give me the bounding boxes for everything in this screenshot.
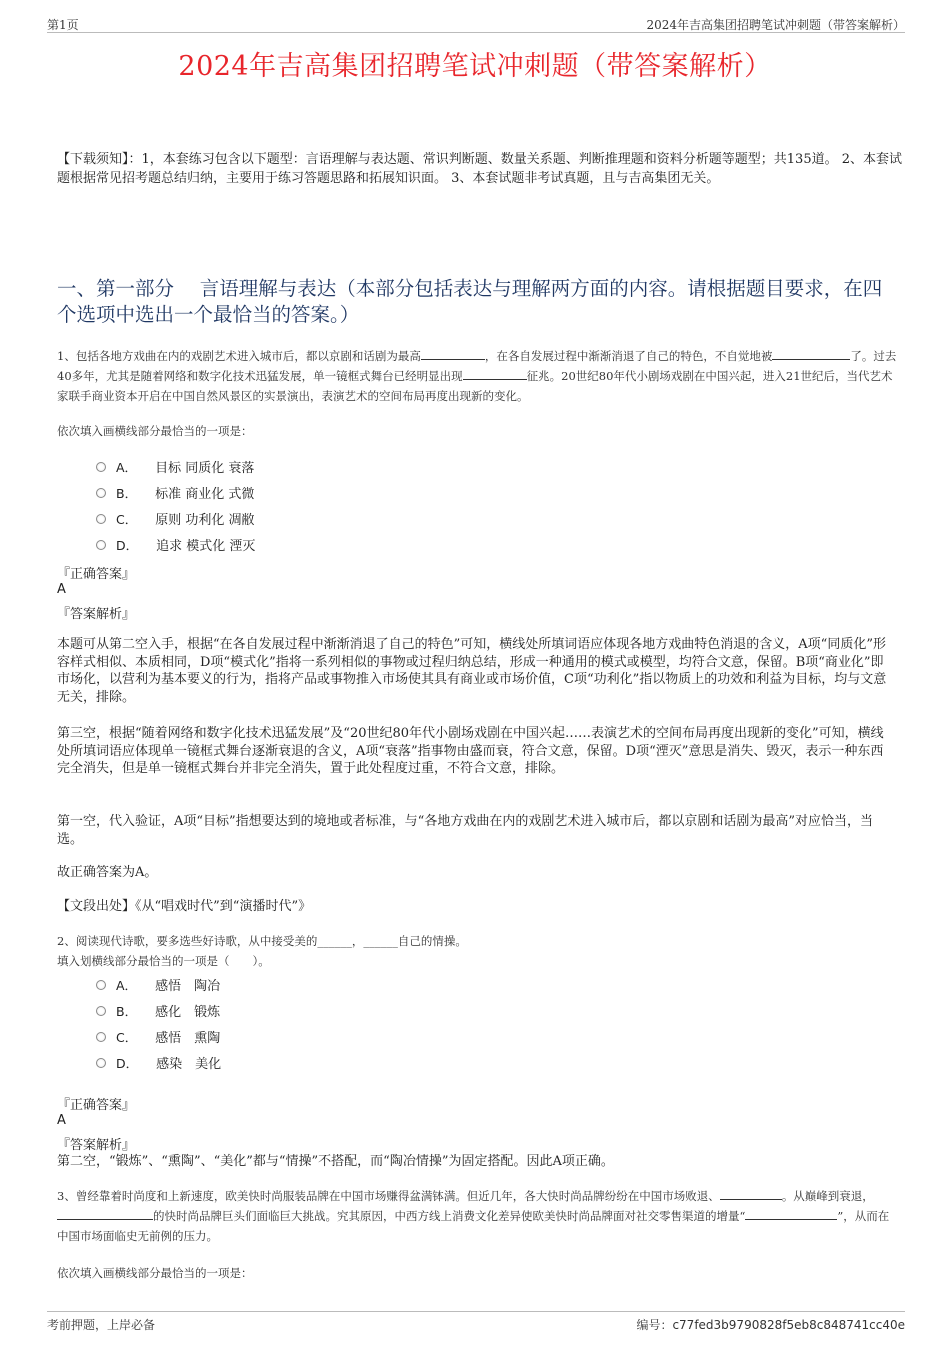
question-1-option-b[interactable]: B． 标准 商业化 式微	[96, 483, 254, 502]
analysis-paragraph: 第二空，“锻炼”、“熏陶”、“美化”都与“情操”不搭配，而“陶冶情操”为固定搭配。因此A项正确。	[57, 1154, 614, 1169]
radio-icon[interactable]	[96, 1032, 106, 1042]
section-heading: 一、第一部分 言语理解与表达（本部分包括表达与理解两方面的内容。请根据题目要求，在四个选项中选出一个最恰当的答案。）	[57, 277, 883, 326]
radio-icon[interactable]	[96, 488, 106, 498]
question-2-option-b[interactable]: B． 感化 锻炼	[96, 1001, 220, 1020]
radio-icon[interactable]	[96, 462, 106, 472]
radio-icon[interactable]	[96, 540, 106, 550]
page-number: 第1页	[47, 18, 79, 32]
answer-label: 『正确答案』	[57, 567, 136, 582]
question-2-prompt: 填入划横线部分最恰当的一项是（ ）。	[57, 954, 270, 968]
analysis-label: 『答案解析』	[57, 607, 136, 622]
footer-slogan: 考前押题，上岸必备	[47, 1318, 156, 1332]
answer-value: A	[57, 582, 66, 597]
page-header	[47, 14, 905, 33]
text-source: 【文段出处】《从“唱戏时代”到“演播时代”》	[57, 899, 312, 914]
analysis-paragraph: 第三空，根据“随着网络和数字化技术迅猛发展”及“20世纪80年代小剧场戏剧在中国兴起……表演艺术的空间布局再度出现新的变化”可知，横线处所填词语应体现单一镜框式舞台逐渐衰退的含义，A项“衰落”指事物由盛而衰，符合文意，保留。D项“湮灭”意思是消失、毁灭，表示一种东西完全消失，但是单一镜框式舞台并非完全消失，置于此处程度过重，不符合文意，排除。	[57, 726, 884, 776]
page-title: 2024年吉高集团招聘笔试冲刺题（带答案解析）	[178, 51, 772, 82]
question-2-option-d[interactable]: D． 感染 美化	[96, 1053, 221, 1072]
footer-code: 编号：c77fed3b9790828f5eb8c848741cc40e	[636, 1318, 905, 1332]
question-2-stem: 2、阅读现代诗歌，要多选些好诗歌，从中接受美的______，______自己的情操。	[57, 934, 467, 948]
radio-icon[interactable]	[96, 514, 106, 524]
analysis-paragraph: 第一空，代入验证，A项“目标”指想要达到的境地或者标准，与“各地方戏曲在内的戏剧艺术进入城市后，都以京剧和话剧为最高”对应恰当，当选。	[57, 814, 873, 847]
question-1-option-a[interactable]: A． 目标 同质化 衰落	[96, 457, 254, 476]
page-footer	[47, 1311, 905, 1337]
radio-icon[interactable]	[96, 980, 106, 990]
answer-value: A	[57, 1113, 66, 1128]
radio-icon[interactable]	[96, 1058, 106, 1068]
analysis-label: 『答案解析』	[57, 1138, 136, 1153]
analysis-conclusion: 故正确答案为A。	[57, 865, 158, 880]
question-2-option-c[interactable]: C． 感悟 熏陶	[96, 1027, 220, 1046]
question-1-option-c[interactable]: C． 原则 功利化 凋敝	[96, 509, 255, 528]
question-1-stem: 1、包括各地方戏曲在内的戏剧艺术进入城市后，都以京剧和话剧为最高 ，在各自发展过程中渐渐消退了自己的特色，不自觉地被 了。过去40多年，尤其是随着网络和数字化技术迅猛发展，单一镜框式舞台已经明显出现 征兆。20世纪80年代小剧场戏剧在中国兴起，进入21世纪后，当代艺术家联手商业资本开启在中国自然风景区的实景演出，表演艺术的空间布局再度出现新的变化。	[57, 349, 897, 403]
question-1-option-d[interactable]: D． 追求 模式化 湮灭	[96, 535, 255, 554]
question-3-prompt: 依次填入画横线部分最恰当的一项是：	[57, 1266, 253, 1280]
answer-label: 『正确答案』	[57, 1098, 136, 1113]
download-notice: 【下载须知】：1，本套练习包含以下题型：言语理解与表达题、常识判断题、数量关系题、判断推理题和资料分析题等题型；共135道。 2、本套试题根据常见招考题总结归纳，主要用于练习答题思路和拓展知识面。 3、本套试题非考试真题，且与吉高集团无关。	[57, 152, 902, 186]
question-2-option-a[interactable]: A． 感悟 陶冶	[96, 975, 220, 994]
header-doc-title: 2024年吉高集团招聘笔试冲刺题（带答案解析）	[646, 18, 905, 32]
analysis-paragraph: 本题可从第二空入手，根据“在各自发展过程中渐渐消退了自己的特色”可知，横线处所填词语应体现各地方戏曲特色消退的含义，A项“同质化”形容样式相似、本质相同，D项“模式化”指将一系列相似的事物或过程归纳总结，形成一种通用的模式或模型，均符合文意，保留。B项“商业化”即市场化，以营利为基本要义的行为，指将产品或事物推入市场使其具有商业或市场价值，C项“功利化”指以物质上的功效和利益为目标，均与文意无关，排除。	[57, 637, 887, 705]
question-1-prompt: 依次填入画横线部分最恰当的一项是：	[57, 424, 253, 438]
question-3-stem: 3、曾经靠着时尚度和上新速度，欧美快时尚服装品牌在中国市场赚得盆满钵满。但近几年，各大快时尚品牌纷纷在中国市场败退、 。从巅峰到衰退，的快时尚品牌巨头们面临巨大挑战。究其原因，中西方线上消费文化差异使欧美快时尚品牌面对社交零售渠道的增量“ ”，从而在中国市场面临史无前例的压力。	[57, 1189, 890, 1243]
radio-icon[interactable]	[96, 1006, 106, 1016]
